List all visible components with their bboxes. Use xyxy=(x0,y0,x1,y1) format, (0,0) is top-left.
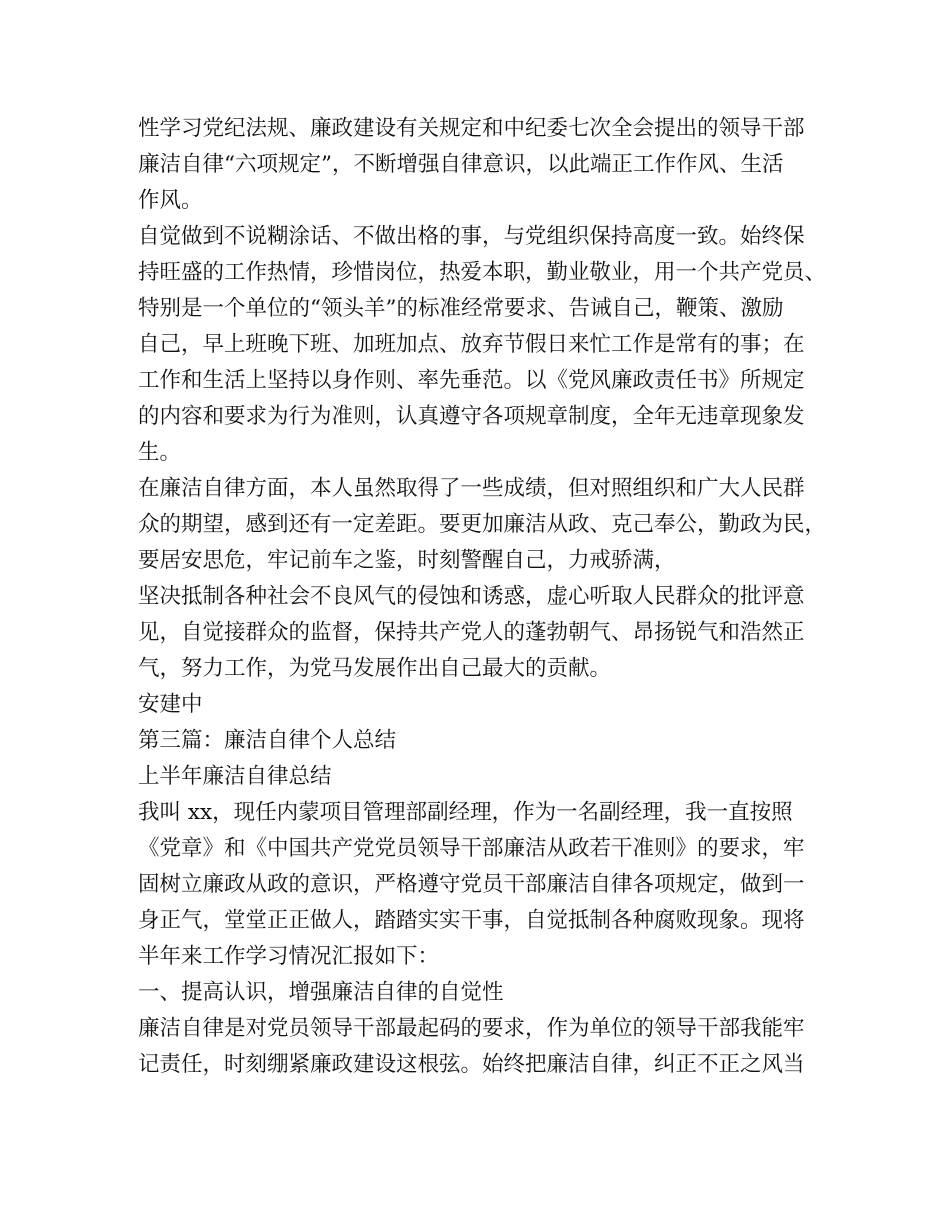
text-line: 在廉洁自律方面，本人虽然取得了一些成绩，但对照组织和广大人民群 xyxy=(138,476,805,501)
section-subheading: 上半年廉洁自律总结 xyxy=(138,764,332,789)
signature-name: 安建中 xyxy=(138,692,203,717)
text-line: 生。 xyxy=(138,440,182,465)
document-body xyxy=(138,111,827,1083)
text-line: 自觉做到不说糊涂话、不做出格的事，与党组织保持高度一致。始终保 xyxy=(138,224,805,249)
text-line: 气，努力工作，为党马发展作出自己最大的贡献。 xyxy=(138,656,612,681)
text-line: 记责任，时刻绷紧廉政建设这根弦。始终把廉洁自律，纠正不正之风当 xyxy=(138,1052,805,1077)
text-line: 要居安思危，牢记前车之鉴，时刻警醒自己，力戒骄满， xyxy=(138,548,676,573)
numbered-heading: 一、提高认识，增强廉洁自律的自觉性 xyxy=(138,980,504,1005)
section-heading: 第三篇：廉洁自律个人总结 xyxy=(138,728,397,753)
text-line: 众的期望，感到还有一定差距。要更加廉洁从政、克己奉公，勤政为民， xyxy=(138,512,827,537)
text-line: 见，自觉接群众的监督，保持共产党人的蓬勃朝气、昂扬锐气和浩然正 xyxy=(138,620,805,645)
text-line: 性学习党纪法规、廉政建设有关规定和中纪委七次全会提出的领导干部 xyxy=(138,116,805,141)
text-line: 作风。 xyxy=(138,188,203,213)
text-line: 半年来工作学习情况汇报如下： xyxy=(138,944,440,969)
text-line: 特别是一个单位的“领头羊”的标准经常要求、告诫自己，鞭策、激励 xyxy=(138,296,784,321)
text-line: 廉洁自律是对党员领导干部最起码的要求，作为单位的领导干部我能牢 xyxy=(138,1016,805,1041)
text-line: 《党章》和《中国共产党党员领导干部廉洁从政若干准则》的要求，牢 xyxy=(138,836,805,861)
text-line: 身正气，堂堂正正做人，踏踏实实干事，自觉抵制各种腐败现象。现将 xyxy=(138,908,805,933)
text-line: 廉洁自律“六项规定”，不断增强自律意识，以此端正工作作风、生活 xyxy=(138,152,784,177)
text-line: 工作和生活上坚持以身作则、率先垂范。以《党风廉政责任书》所规定 xyxy=(138,368,805,393)
text-line: 坚决抵制各种社会不良风气的侵蚀和诱惑，虚心听取人民群众的批评意 xyxy=(138,584,805,609)
text-line: 自己，早上班晚下班、加班加点、放弃节假日来忙工作是常有的事；在 xyxy=(138,332,805,357)
text-line: 我叫 xx，现任内蒙项目管理部副经理，作为一名副经理，我一直按照 xyxy=(138,800,793,825)
text-line: 持旺盛的工作热情，珍惜岗位，热爱本职，勤业敬业，用一个共产党员、 xyxy=(138,260,827,285)
text-line: 的内容和要求为行为准则，认真遵守各项规章制度，全年无违章现象发 xyxy=(138,404,805,429)
text-line: 固树立廉政从政的意识，严格遵守党员干部廉洁自律各项规定，做到一 xyxy=(138,872,805,897)
